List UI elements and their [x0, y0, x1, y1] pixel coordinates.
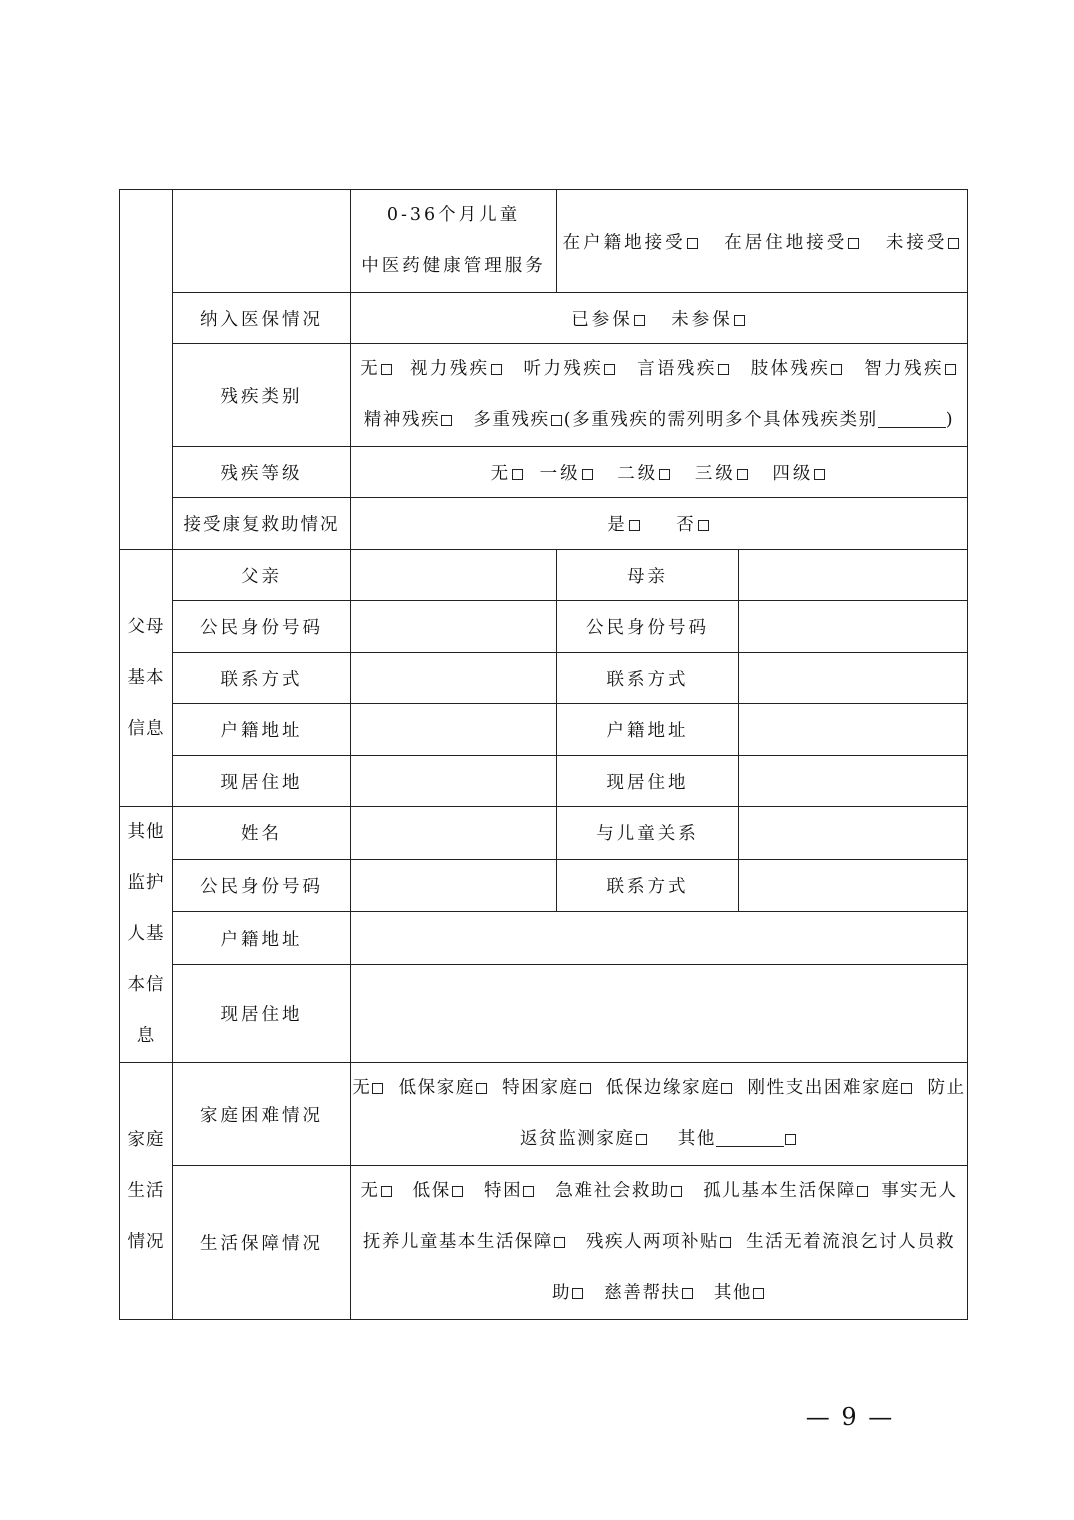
guardian-name-label: 姓名 [173, 807, 351, 860]
diff-monitor[interactable]: 返贫监测家庭 [520, 1129, 649, 1149]
father-hukou-input[interactable] [351, 704, 557, 756]
father-contact-label: 联系方式 [173, 653, 351, 704]
checkbox[interactable] [718, 364, 729, 375]
sec-vagrant[interactable]: 助 [552, 1283, 585, 1303]
diff-rigid[interactable]: 刚性支出困难家庭 [748, 1078, 915, 1098]
tcm-label-line2: 中医药健康管理服务 [361, 256, 546, 276]
mother-hukou-input[interactable] [739, 704, 968, 756]
diff-edge[interactable]: 低保边缘家庭 [606, 1078, 735, 1098]
option-speech[interactable]: 言语残疾 [637, 359, 731, 379]
checkbox[interactable] [682, 1288, 693, 1299]
checkbox[interactable] [857, 1186, 868, 1197]
insurance-label: 纳入医保情况 [173, 293, 351, 344]
security-label: 生活保障情况 [173, 1166, 351, 1320]
checkbox[interactable] [659, 469, 670, 480]
disability-type-options [351, 344, 968, 447]
disability-type-label: 残疾类别 [173, 344, 351, 447]
note-close: ) [945, 410, 955, 430]
section-text: 信息 [127, 718, 165, 739]
guardian-contact-label: 联系方式 [557, 859, 739, 912]
checkbox[interactable] [785, 1134, 796, 1145]
checkbox[interactable] [476, 1083, 487, 1094]
sec-none[interactable]: 无 [360, 1181, 393, 1201]
sec-dibao[interactable]: 低保 [413, 1181, 465, 1201]
diff-tail-text: 防止 [927, 1078, 966, 1098]
mother-hukou-label: 户籍地址 [557, 704, 739, 756]
sec-unsupported-child[interactable]: 抚养儿童基本生活保障 [363, 1232, 567, 1252]
mother-contact-label: 联系方式 [557, 653, 739, 704]
multiple-note: (多重残疾的需列明多个具体残疾类别 [563, 410, 878, 430]
checkbox[interactable] [551, 415, 562, 426]
checkbox[interactable] [698, 520, 709, 531]
guardian-relation-input[interactable] [739, 807, 968, 860]
tcm-label-line1: 0-36个月儿童 [386, 205, 521, 225]
section-text: 人基 [127, 924, 165, 944]
checkbox[interactable] [441, 415, 452, 426]
checkbox[interactable] [523, 1186, 534, 1197]
diff-tekun[interactable]: 特困家庭 [502, 1078, 592, 1098]
sec-vagrant-text: 生活无着流浪乞讨人员救 [746, 1232, 956, 1252]
sec-disability-subsidy[interactable]: 残疾人两项补贴 [586, 1232, 733, 1252]
diff-none[interactable]: 无 [352, 1078, 385, 1098]
page-number: — 9 — [805, 1403, 895, 1431]
guardian-id-label: 公民身份号码 [173, 859, 351, 912]
empty-label-cell [173, 190, 351, 293]
sec-tail-text: 事实无人 [881, 1181, 958, 1201]
level-1[interactable]: 一级 [540, 464, 595, 484]
option-physical[interactable]: 肢体残疾 [751, 359, 845, 379]
checkbox[interactable] [491, 364, 502, 375]
guardian-hukou-input[interactable] [351, 912, 968, 965]
level-4[interactable]: 四级 [772, 464, 827, 484]
rehab-no[interactable]: 否 [676, 515, 711, 535]
checkbox[interactable] [634, 315, 645, 326]
sec-charity[interactable]: 慈善帮扶 [604, 1283, 694, 1303]
section-text: 其他 [127, 822, 165, 842]
section-text: 监护 [127, 873, 165, 893]
father-residence-input[interactable] [351, 756, 557, 807]
mother-input[interactable] [739, 550, 968, 601]
sec-emergency[interactable]: 急难社会救助 [555, 1181, 684, 1201]
sec-other[interactable]: 其他 [714, 1283, 766, 1303]
checkbox[interactable] [721, 1083, 732, 1094]
checkbox[interactable] [901, 1083, 912, 1094]
disability-level-label: 残疾等级 [173, 447, 351, 498]
option-hukou[interactable]: 在户籍地接受 [563, 233, 700, 253]
mother-id-label: 公民身份号码 [557, 601, 739, 653]
diff-other[interactable]: 其他 [678, 1129, 798, 1149]
checkbox[interactable] [381, 1186, 392, 1197]
level-none[interactable]: 无 [491, 464, 526, 484]
mother-contact-input[interactable] [739, 653, 968, 704]
option-hearing[interactable]: 听力残疾 [524, 359, 618, 379]
section-text: 息 [136, 1026, 156, 1046]
level-2[interactable]: 二级 [617, 464, 672, 484]
section-text: 情况 [127, 1231, 165, 1252]
diff-dibao[interactable]: 低保家庭 [399, 1078, 489, 1098]
option-not-received[interactable]: 未接受 [886, 233, 962, 253]
checkbox[interactable] [737, 469, 748, 480]
checkbox[interactable] [572, 1288, 583, 1299]
option-mental[interactable]: 精神残疾 [364, 410, 454, 430]
checkbox[interactable] [831, 364, 842, 375]
checkbox[interactable] [452, 1186, 463, 1197]
family-section-label [120, 1063, 173, 1320]
option-uninsured[interactable]: 未参保 [671, 310, 747, 330]
mother-label: 母亲 [557, 550, 739, 601]
multiple-blank[interactable] [878, 409, 946, 428]
father-id-label: 公民身份号码 [173, 601, 351, 653]
checkbox[interactable] [734, 315, 745, 326]
rehab-yes[interactable]: 是 [607, 515, 642, 535]
checkbox[interactable] [720, 1237, 731, 1248]
sec-orphan[interactable]: 孤儿基本生活保障 [703, 1181, 870, 1201]
guardian-section-label [120, 807, 173, 1063]
option-multiple[interactable]: 多重残疾 [473, 410, 563, 430]
checkbox[interactable] [582, 469, 593, 480]
tcm-service-label [351, 190, 557, 293]
insurance-options [351, 293, 968, 344]
section-text: 本信 [127, 975, 165, 995]
rehab-options [351, 498, 968, 550]
checkbox[interactable] [671, 1186, 682, 1197]
checkbox[interactable] [636, 1134, 647, 1145]
father-residence-label: 现居住地 [173, 756, 351, 807]
father-contact-input[interactable] [351, 653, 557, 704]
security-options [351, 1166, 968, 1320]
tcm-service-options [557, 190, 968, 293]
parents-section-label [120, 550, 173, 807]
mother-residence-label: 现居住地 [557, 756, 739, 807]
father-label: 父亲 [173, 550, 351, 601]
checkbox[interactable] [948, 238, 959, 249]
checkbox[interactable] [753, 1288, 764, 1299]
guardian-name-input[interactable] [351, 807, 557, 860]
guardian-relation-label: 与儿童关系 [557, 807, 739, 860]
checkbox[interactable] [848, 238, 859, 249]
section-text: 父母 [127, 616, 165, 637]
checkbox[interactable] [629, 520, 640, 531]
checkbox[interactable] [512, 469, 523, 480]
checkbox[interactable] [554, 1237, 565, 1248]
level-3[interactable]: 三级 [695, 464, 750, 484]
option-insured[interactable]: 已参保 [571, 310, 647, 330]
mother-residence-input[interactable] [739, 756, 968, 807]
other-blank[interactable] [716, 1128, 784, 1147]
option-none[interactable]: 无 [360, 359, 394, 379]
option-visual[interactable]: 视力残疾 [410, 359, 504, 379]
checkbox[interactable] [604, 364, 615, 375]
guardian-hukou-label: 户籍地址 [173, 912, 351, 965]
father-hukou-label: 户籍地址 [173, 704, 351, 756]
guardian-residence-input[interactable] [351, 964, 968, 1062]
section-cell-child-health [120, 190, 173, 550]
guardian-residence-label: 现居住地 [173, 964, 351, 1062]
section-text: 家庭 [127, 1129, 165, 1150]
mother-id-input[interactable] [739, 601, 968, 653]
checkbox[interactable] [687, 238, 698, 249]
father-input[interactable] [351, 550, 557, 601]
option-residence[interactable]: 在居住地接受 [724, 233, 861, 253]
child-info-form-table [119, 189, 968, 1320]
guardian-contact-input[interactable] [739, 859, 968, 912]
guardian-id-input[interactable] [351, 859, 557, 912]
checkbox[interactable] [381, 364, 392, 375]
section-text: 基本 [127, 667, 165, 688]
checkbox[interactable] [945, 364, 956, 375]
difficulty-options [351, 1063, 968, 1166]
checkbox[interactable] [372, 1083, 383, 1094]
checkbox[interactable] [580, 1083, 591, 1094]
father-id-input[interactable] [351, 601, 557, 653]
sec-tekun[interactable]: 特困 [484, 1181, 536, 1201]
option-intellectual[interactable]: 智力残疾 [864, 359, 958, 379]
difficulty-label: 家庭困难情况 [173, 1063, 351, 1166]
disability-level-options [351, 447, 968, 498]
rehab-label: 接受康复救助情况 [173, 498, 351, 550]
section-text: 生活 [127, 1180, 165, 1201]
checkbox[interactable] [814, 469, 825, 480]
